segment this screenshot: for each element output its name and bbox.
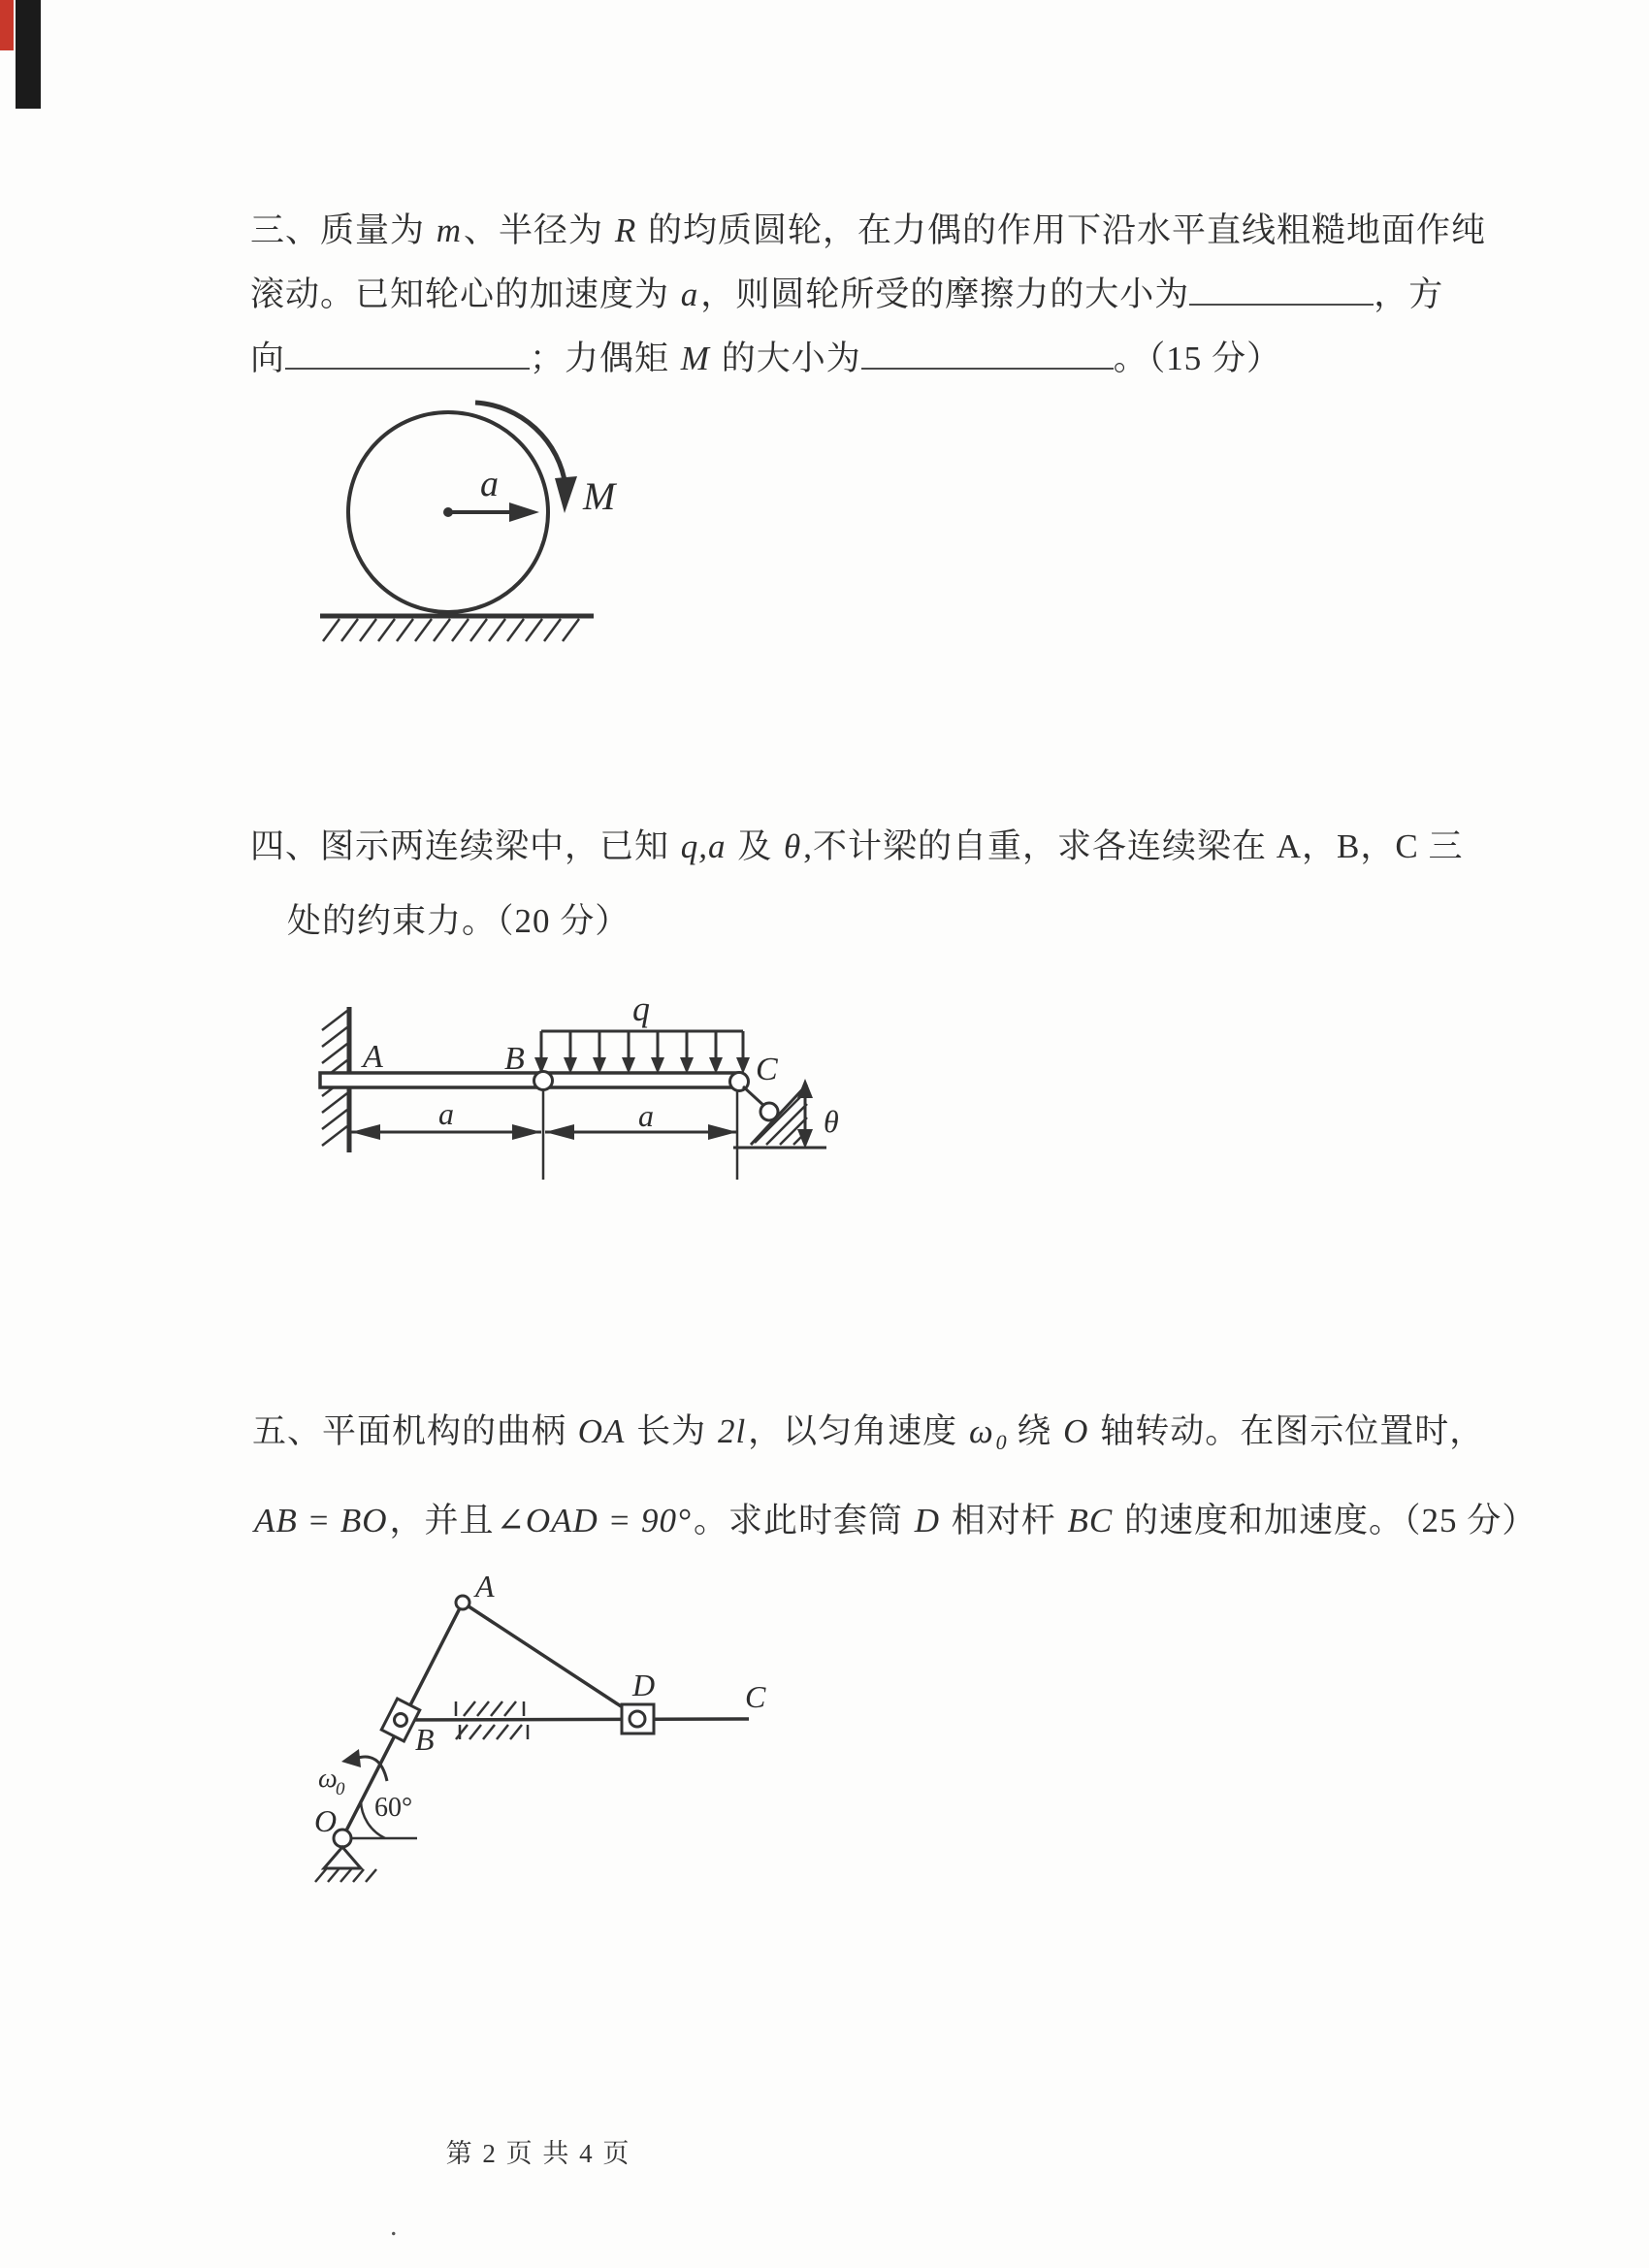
problem5-text-line2: [252, 1494, 1536, 1542]
p3-l1-s3: 的均质圆轮，在力偶的作用下沿水平直线粗糙地面作纯: [638, 211, 1486, 249]
p3-l1-s1: 三、质量为: [250, 211, 435, 249]
p5-l2-s3: 相对杆: [941, 1502, 1066, 1539]
omega-subscript: 0: [336, 1779, 345, 1799]
p5-l1-s1: 五、平面机构的曲柄: [252, 1412, 576, 1450]
rod-BC: [392, 1719, 749, 1720]
problem5-text-line1: [252, 1405, 1484, 1455]
p4-l1-s3: ,不计梁的自重，求各连续梁在 A，B，C 三: [803, 827, 1464, 865]
scan-artifact-black: [16, 0, 41, 109]
p4-l1-var-theta: θ: [784, 827, 802, 865]
guide-hatching-top: [456, 1701, 524, 1716]
beam-body: [320, 1073, 741, 1087]
p5-l2-s4: 的速度和加速度。（25 分）: [1115, 1502, 1537, 1539]
p3-l2-s1: 滚动。已知轮心的加速度为: [250, 275, 679, 313]
problem3-text-line1: [250, 204, 1486, 252]
joint-A: [456, 1596, 469, 1609]
p4-l1-s2: 及: [728, 827, 783, 865]
p5-l1-var-omega-sub: 0: [995, 1430, 1008, 1454]
p4-l1-s1: 四、图示两连续梁中，已知: [250, 827, 679, 865]
omega-label: ω: [318, 1764, 338, 1794]
p5-l1-var-OA: OA: [577, 1412, 626, 1450]
rod-AD: [463, 1603, 637, 1717]
pivot-support-triangle: [324, 1847, 361, 1868]
acceleration-label: a: [480, 464, 499, 504]
p5-l1-var-2l: 2l: [717, 1412, 747, 1450]
p3-l1-var-R: R: [614, 211, 637, 249]
p5-l1-s2: 长为: [627, 1412, 716, 1450]
theta-label: θ: [824, 1104, 839, 1139]
p5-l2-var-D: D: [914, 1502, 940, 1539]
p3-l2-s2: ，则圆轮所受的摩擦力的大小为: [700, 275, 1190, 313]
acceleration-arrow: [448, 502, 539, 522]
p5-l1-s5: 轴转动。在图示位置时，: [1090, 1412, 1485, 1450]
distributed-load: [534, 1031, 750, 1074]
beam-label-A: A: [363, 1039, 383, 1075]
mech-label-A: A: [475, 1571, 495, 1604]
omega-arrow: [341, 1749, 387, 1781]
dimension-label-a-left: a: [438, 1096, 454, 1131]
slider-B-pin: [395, 1714, 407, 1727]
load-label-q: q: [632, 989, 650, 1028]
p5-l2-var-BC: BC: [1067, 1502, 1114, 1539]
pivot-ground-hatching: [315, 1869, 376, 1882]
stray-mark: .: [390, 2210, 398, 2242]
beam-figure: [291, 989, 873, 1193]
blank-friction-direction: [285, 334, 530, 370]
page-footer: 第 2 页 共 4 页: [445, 2139, 631, 2168]
angle-label: 60°: [374, 1793, 413, 1823]
p3-l3-s3: 的大小为: [711, 340, 861, 377]
p5-l2-var-ABBO: AB = BO: [254, 1502, 388, 1539]
mech-label-C: C: [745, 1679, 766, 1714]
problem4-text-line1: [250, 820, 1463, 868]
p3-l3-s4: 。（15 分）: [1113, 340, 1281, 377]
problem3-text-line2: [250, 268, 1443, 316]
p5-l1-s4: 绕: [1007, 1412, 1062, 1450]
p5-l1-s3: ，以匀角速度: [748, 1412, 967, 1450]
beam-label-C: C: [756, 1052, 778, 1087]
blank-friction-magnitude: [1189, 270, 1374, 306]
p3-l1-s2: 、半径为: [464, 211, 613, 249]
p3-l2-var-a: a: [680, 275, 699, 313]
pin-B: [534, 1072, 553, 1090]
slider-D-pin: [630, 1711, 645, 1727]
mechanism-figure: [291, 1571, 795, 1892]
ground-hatching: [323, 619, 579, 641]
blank-moment-magnitude: [861, 334, 1114, 370]
mech-label-D: D: [632, 1668, 656, 1702]
p3-l3-s2: ；力偶矩: [530, 340, 679, 377]
p5-l2-s1: ，并且: [389, 1502, 495, 1539]
p3-l3-s1: 向: [250, 340, 286, 377]
p5-l1-var-omega: ω: [968, 1412, 994, 1450]
p5-l1-var-O: O: [1063, 1412, 1089, 1450]
mech-label-B: B: [415, 1722, 435, 1757]
incline-surface: [751, 1085, 807, 1145]
moment-label: M: [583, 474, 616, 518]
scan-artifact-red: [0, 0, 14, 50]
p3-l3-var-M: M: [680, 340, 710, 377]
mech-label-O: O: [314, 1803, 338, 1838]
p5-l2-s2: 。求此时套筒: [693, 1502, 913, 1539]
p4-l2: 处的约束力。（20 分）: [287, 902, 630, 940]
p4-l1-var-qa: q,a: [680, 827, 727, 865]
p3-l2-s3: ，方: [1374, 275, 1444, 313]
wheel-figure: [310, 393, 660, 655]
p3-l1-var-m: m: [436, 211, 463, 249]
dimension-label-a-right: a: [638, 1098, 654, 1133]
problem3-text-line3: [250, 332, 1281, 380]
problem4-text-line2: [287, 894, 630, 943]
guide-hatching-bottom: [456, 1725, 528, 1739]
beam-label-B: B: [504, 1041, 525, 1077]
p5-l2-var-OAD: ∠OAD = 90°: [496, 1502, 692, 1539]
